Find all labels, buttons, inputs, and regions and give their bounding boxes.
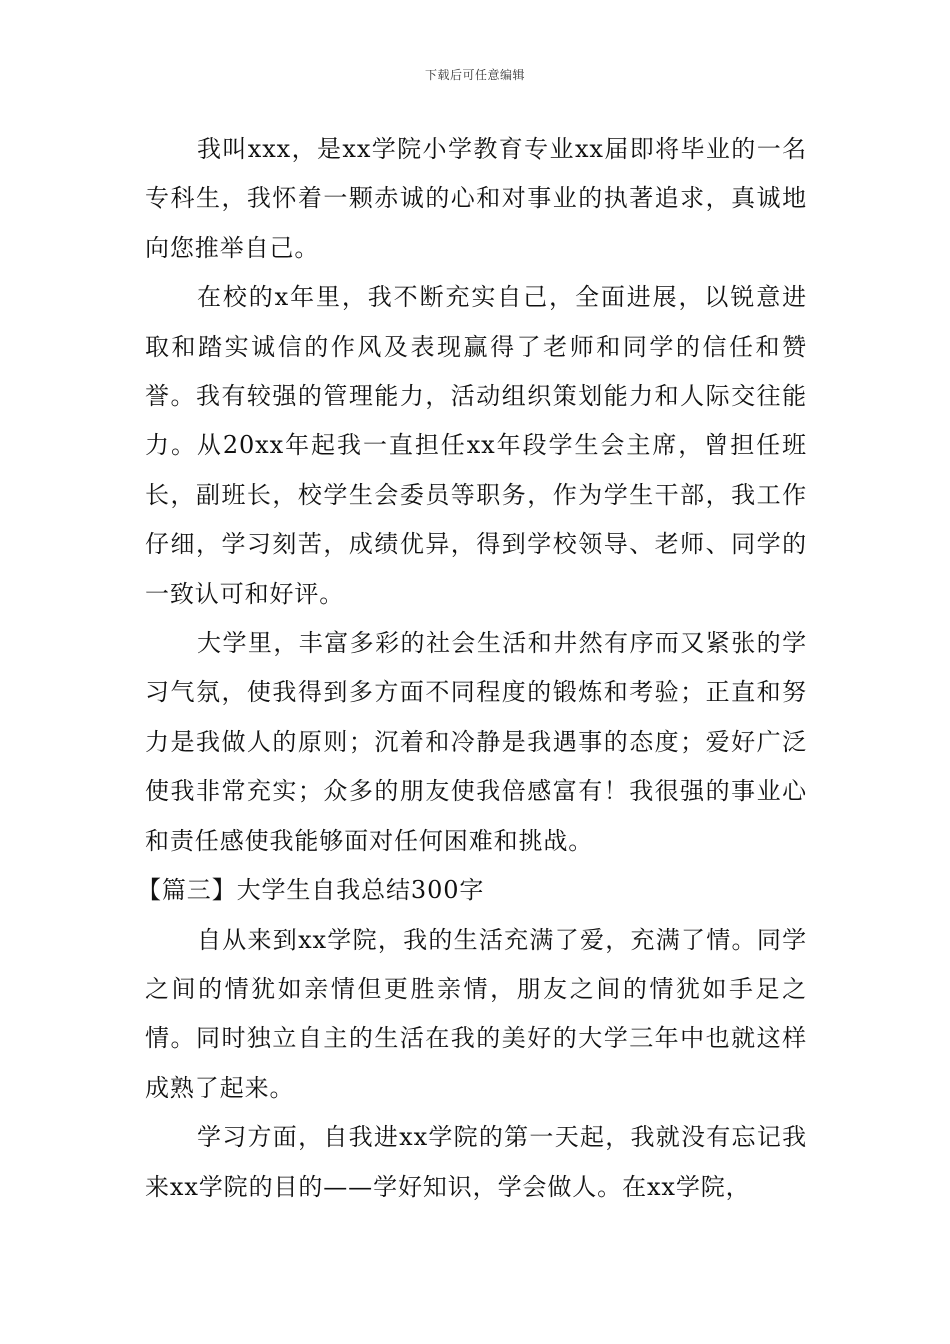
page-header-note: 下载后可任意编辑 xyxy=(424,68,525,82)
document-body xyxy=(137,125,807,1212)
paragraph-college-life: 自从来到xx学院，我的生活充满了爱，充满了情。同学之间的情犹如亲情但更胜亲情，朋友之间的情犹如手足之情。同时独立自主的生活在我的美好的大学三年中也就这样成熟了起来。 xyxy=(145,925,807,1102)
paragraph-university-life: 大学里，丰富多彩的社会生活和井然有序而又紧张的学习气氛，使我得到多方面不同程度的锻炼和考验；正直和努力是我做人的原则；沉着和冷静是我遇事的态度；爱好广泛使我非常充实；众多的朋友使我倍感富有！我很强的事业心和责任感使我能够面对任何困难和挑战。 xyxy=(145,629,807,855)
paragraph-school-experience: 在校的x年里，我不断充实自己，全面进展，以锐意进取和踏实诚信的作风及表现赢得了老师和同学的信任和赞誉。我有较强的管理能力，活动组织策划能力和人际交往能力。从20xx年起我一直担任xx年段学生会主席，曾担任班长，副班长，校学生会委员等职务，作为学生干部，我工作仔细，学习刻苦，成绩优异，得到学校领导、老师、同学的一致认可和好评。 xyxy=(145,283,807,608)
section-heading: 【篇三】大学生自我总结300字 xyxy=(137,876,485,905)
paragraph-self-introduction: 我叫xxx，是xx学院小学教育专业xx届即将毕业的一名专科生，我怀着一颗赤诚的心和对事业的执著追求，真诚地向您推举自己。 xyxy=(145,135,807,262)
paragraph-study-aspect: 学习方面，自我进xx学院的第一天起，我就没有忘记我来xx学院的目的——学好知识，学会做人。在xx学院， xyxy=(145,1123,807,1201)
